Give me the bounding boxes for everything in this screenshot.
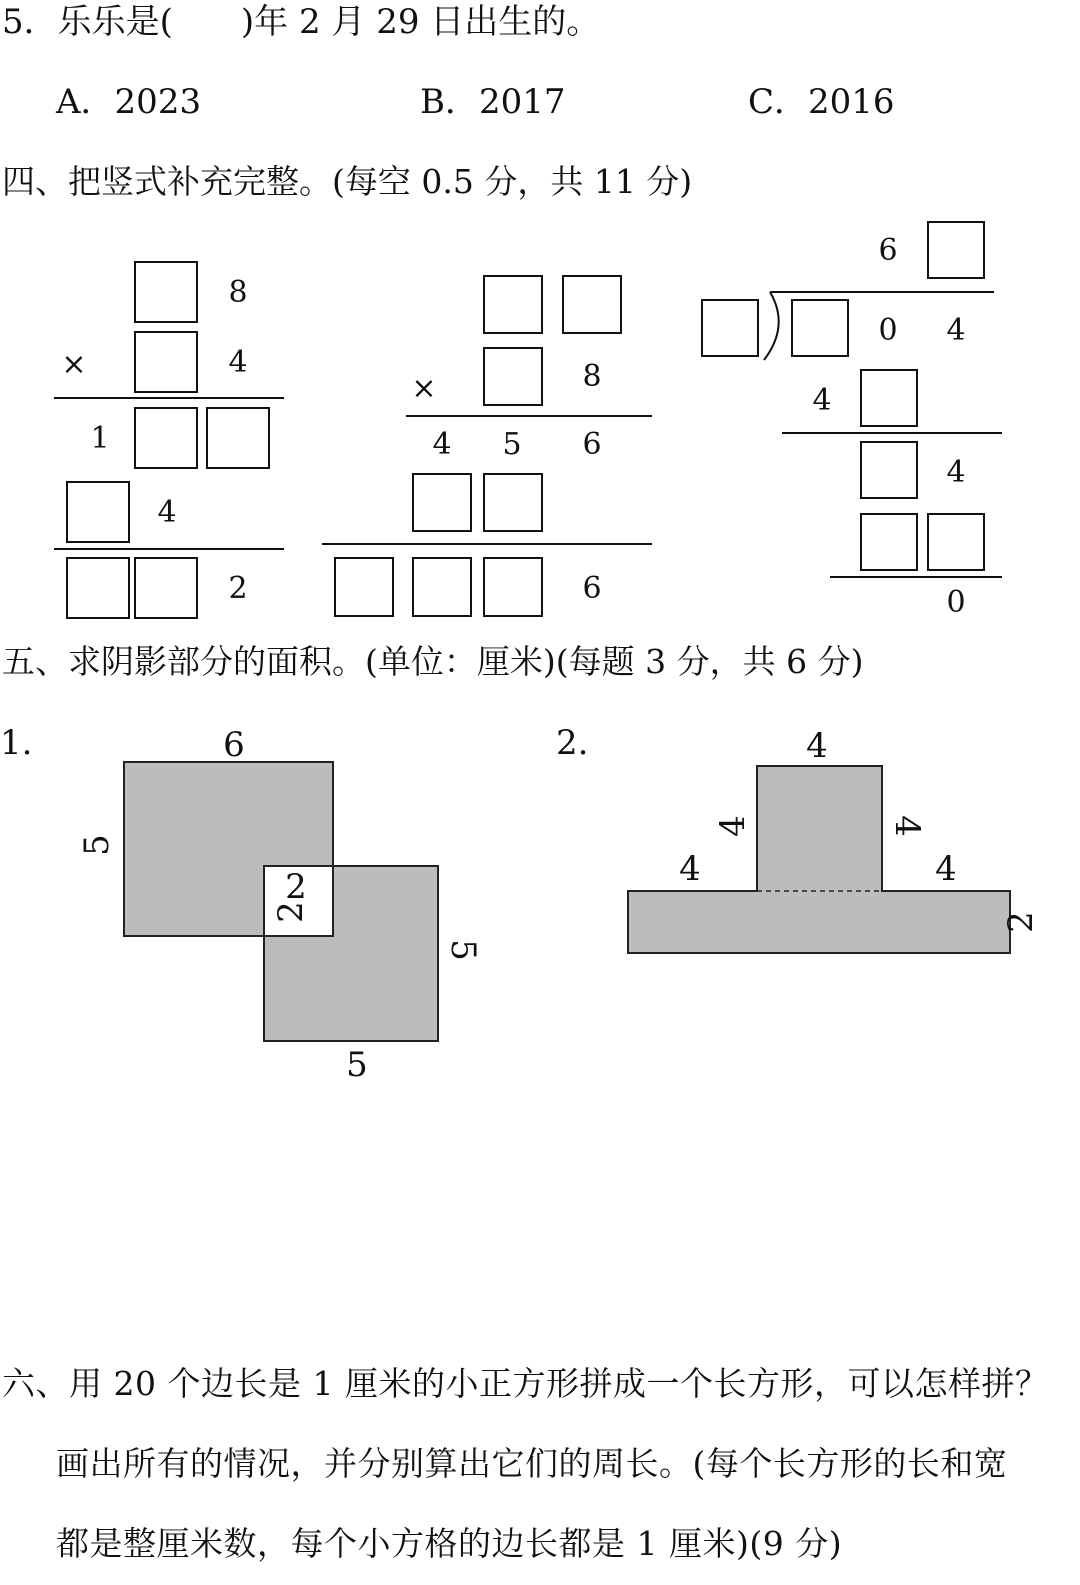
fig2-height-label: 2: [1001, 911, 1041, 933]
calc1-p2-digit: 4: [157, 495, 177, 530]
fig2-top-label: 4: [806, 726, 828, 766]
fig1-inner-side-label: 2: [271, 901, 311, 923]
q5-option-c[interactable]: C．2016: [748, 82, 895, 122]
calc1-mult-digit: 4: [228, 345, 248, 380]
calc3-dividend-digit: 0: [878, 313, 898, 348]
times-sign: ×: [61, 347, 87, 382]
section4-title: 四、把竖式补充完整。(每空 0.5 分，共 11 分): [2, 162, 693, 201]
calc2-p1-digit: 5: [502, 427, 522, 462]
fig1-number: 1.: [0, 723, 33, 763]
times-sign: ×: [411, 371, 437, 406]
q5-text: 5．乐乐是( )年 2 月 29 日出生的。: [2, 2, 601, 42]
fig2-right-ledge-label: 4: [935, 849, 957, 889]
q5-option-b[interactable]: B．2017: [420, 82, 566, 122]
section6-line2: 画出所有的情况，并分别算出它们的周长。(每个长方形的长和宽: [56, 1444, 1008, 1483]
calc1-top-digit: 8: [228, 275, 248, 310]
calc3-remainder: 0: [946, 585, 966, 620]
calc1-result-digit: 2: [228, 571, 248, 606]
fig1-left-label: 5: [77, 834, 117, 856]
calc3-dividend-digit: 4: [946, 313, 966, 348]
fig1-top-label: 6: [223, 725, 245, 765]
fig2-number: 2.: [556, 723, 589, 763]
section6-line1: 六、用 20 个边长是 1 厘米的小正方形拼成一个长方形，可以怎样拼？: [2, 1364, 1049, 1403]
fig1-inner-top-label: 2: [285, 867, 307, 907]
figure2: [556, 723, 1041, 953]
fig1-bottom-label: 5: [346, 1045, 368, 1085]
fig1-right-label: 5: [443, 939, 483, 961]
calc3-quotient-digit: 6: [878, 233, 898, 268]
calc2-result-digit: 6: [582, 571, 602, 606]
calc2-p1-digit: 4: [432, 427, 452, 462]
q5-option-a[interactable]: A．2023: [56, 82, 202, 122]
calc3-step2-digit: 4: [946, 455, 966, 490]
calc1-p1-lead: 1: [90, 421, 110, 456]
fig2-left-ledge-label: 4: [679, 849, 701, 889]
calc2-p1-digit: 6: [582, 427, 602, 462]
section5-title: 五、求阴影部分的面积。(单位：厘米)(每题 3 分，共 6 分): [2, 642, 864, 681]
fig2-right-side-label: 4: [887, 815, 927, 837]
fig2-left-side-label: 4: [713, 815, 753, 837]
section6-line3: 都是整厘米数，每个小方格的边长都是 1 厘米)(9 分): [56, 1524, 843, 1563]
calc3-step1-digit: 4: [812, 383, 832, 418]
figure1: [0, 723, 483, 1085]
calc2-mult-digit: 8: [582, 359, 602, 394]
